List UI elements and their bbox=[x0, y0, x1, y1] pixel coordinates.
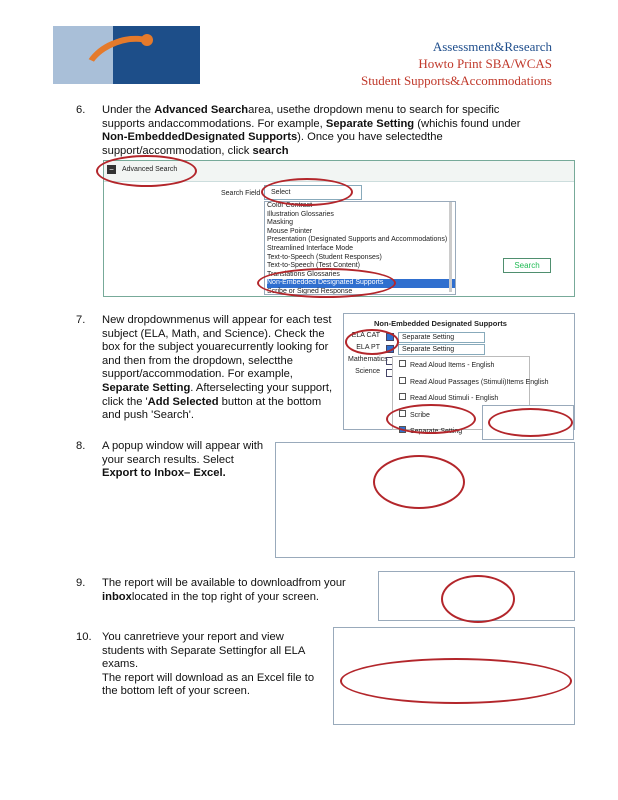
header-title: Howto Print SBA/WCAS bbox=[418, 56, 552, 71]
step-number: 10. bbox=[76, 631, 92, 643]
step-number: 8. bbox=[76, 440, 86, 452]
highlight-add-selected bbox=[488, 408, 573, 437]
highlight-inbox bbox=[441, 575, 515, 623]
highlight-option bbox=[257, 268, 396, 298]
subject-label: Science bbox=[355, 368, 380, 375]
highlight-separate-setting bbox=[386, 404, 476, 434]
search-field-select[interactable]: Select bbox=[264, 185, 362, 200]
dropdown-option[interactable]: Illustration Glossaries bbox=[267, 210, 334, 218]
header-subtitle: Student Supports&Accommodations bbox=[360, 73, 552, 88]
step-text-line: Separate Setting. Afterselecting your support, bbox=[102, 381, 333, 394]
support-option[interactable]: Separate Setting bbox=[393, 423, 529, 440]
dropdown-option[interactable]: Color Contrast bbox=[267, 202, 313, 209]
collapse-icon[interactable]: − bbox=[107, 165, 116, 174]
step-text-line: Export to Inbox– Excel. bbox=[102, 467, 226, 480]
step-text-line: The report will download as an Excel file to bbox=[102, 671, 315, 684]
highlight-advanced-search bbox=[96, 155, 197, 187]
dropdown-option[interactable]: Streamlined Interface Mode bbox=[267, 244, 353, 252]
step-number: 7. bbox=[76, 314, 86, 326]
step-text-line: students with Separate Settingfor all ELA bbox=[102, 644, 306, 657]
support-option[interactable]: Read Aloud Stimuli - English bbox=[393, 390, 529, 407]
step-text-line: support/accommodation. For example, bbox=[102, 368, 293, 381]
subject-label: ELA CAT bbox=[351, 332, 380, 339]
step-text-line: A popup window will appear with bbox=[102, 440, 264, 452]
dropdown-option[interactable]: Text-to-Speech (Test Content) bbox=[267, 262, 360, 270]
highlight-download bbox=[340, 658, 572, 704]
dropdown-option[interactable]: Mouse Pointer bbox=[267, 227, 313, 235]
step-text-line: Non-EmbeddedDesignated Supports). Once you have selectedthe bbox=[102, 131, 443, 144]
step-text-line: supports andaccommodations. For example, Separate Setting (whichis found under bbox=[102, 117, 521, 130]
highlight-search-field bbox=[261, 178, 353, 206]
dropdown-scrollbar[interactable] bbox=[449, 202, 452, 292]
district-logo bbox=[53, 26, 200, 84]
support-option[interactable]: Read Aloud Passages (Stimuli)Items English bbox=[393, 374, 529, 391]
support-option[interactable]: Read Aloud Items - English bbox=[393, 357, 529, 374]
step-7 bbox=[76, 314, 340, 423]
dropdown-option[interactable]: Scribe or Signed Response bbox=[267, 287, 353, 295]
header-department: Assessment&Research bbox=[432, 39, 552, 54]
step-text-line: exams. bbox=[102, 658, 139, 671]
step-text-line: and then from the dropdown, selectthe bbox=[102, 354, 293, 367]
step-text-line: New dropdownmenus will appear for each test bbox=[102, 314, 332, 326]
highlight-ela-cat bbox=[345, 329, 399, 355]
step-text-line: You canretrieve your report and view bbox=[102, 631, 284, 643]
subject-label: Mathematics bbox=[348, 356, 388, 363]
step-text-line: click the 'Add Selected button at the bottom bbox=[102, 395, 322, 408]
step-text-line: The report will be available to downloadfrom your bbox=[102, 577, 346, 589]
step-6 bbox=[76, 104, 530, 158]
step-text-line: box for the subject youarecurrently looking for bbox=[102, 341, 329, 354]
step-text-line: subject (ELA, Math, and Science). Check the bbox=[102, 327, 325, 340]
step-text-line: and push 'Search'. bbox=[102, 409, 194, 422]
step-number: 9. bbox=[76, 577, 86, 589]
step-text-line: Under the Advanced Searcharea, usethe dropdown menu to search for specific bbox=[102, 104, 500, 116]
step-text-line: your search results. Select bbox=[102, 453, 234, 466]
support-option[interactable]: Scribe bbox=[393, 407, 529, 424]
step-10 bbox=[76, 631, 320, 699]
step-text-line: support/accommodation, click search bbox=[102, 144, 289, 157]
support-select[interactable]: Separate Setting bbox=[398, 332, 485, 343]
step-8 bbox=[76, 440, 270, 481]
subject-label: ELA PT bbox=[356, 344, 380, 351]
search-button[interactable]: Search bbox=[503, 258, 551, 273]
support-select[interactable]: Separate Setting bbox=[398, 344, 485, 355]
dropdown-option[interactable]: Translations Glossaries bbox=[267, 270, 340, 278]
dropdown-option[interactable]: Non-Embedded Designated Supports bbox=[267, 279, 455, 288]
step-text-line: the bottom left of your screen. bbox=[102, 685, 250, 698]
step-number: 6. bbox=[76, 104, 86, 116]
supports-title: Non-Embedded Designated Supports bbox=[374, 319, 507, 328]
step-9 bbox=[76, 577, 370, 604]
search-field-label: Search Field bbox=[221, 190, 261, 197]
dropdown-option[interactable]: Masking bbox=[267, 219, 294, 227]
advanced-search-title: Advanced Search bbox=[122, 166, 178, 173]
dropdown-option[interactable]: Text-to-Speech (Student Responses) bbox=[267, 253, 382, 261]
highlight-export bbox=[373, 455, 465, 509]
step-text-line: inboxlocated in the top right of your screen. bbox=[102, 590, 320, 603]
dropdown-option[interactable]: Presentation (Designated Supports and Accommodations) bbox=[267, 236, 448, 244]
